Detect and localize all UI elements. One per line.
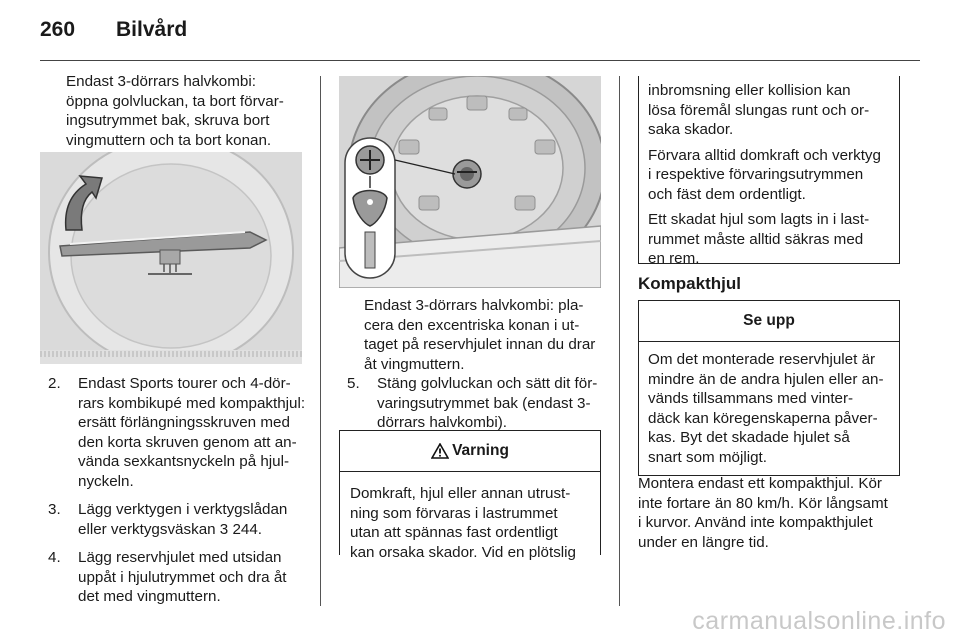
step-item (40, 374, 318, 491)
step-line: det med vingmuttern. (78, 588, 221, 605)
step-item (339, 374, 609, 433)
warning-line: saka skador. (648, 121, 734, 138)
warning-line: Ett skadat hjul som lagts in i last- (648, 211, 870, 228)
body-line: under en längre tid. (638, 533, 769, 551)
intro-line: Endast 3-dörrars halvkombi: (66, 73, 256, 90)
step-line: uppåt i hjulutrymmet och dra åt (78, 568, 287, 586)
figure-floor-storage (40, 152, 302, 364)
intro-text (66, 72, 316, 150)
warning-title: Varning (452, 442, 509, 460)
step-line: nyckeln. (78, 472, 134, 490)
step-line: varingsutrymmet bak (endast 3- (377, 394, 591, 412)
step-line: rars kombikupé med kompakthjul: (78, 394, 306, 412)
page-header (40, 14, 920, 54)
step-line: ersätt förlängningsskruven med (78, 414, 290, 431)
body-line: inte fortare än 80 km/h. Kör långsamt (638, 494, 888, 512)
caution-line: snart som möjligt. (648, 448, 768, 466)
warning-line: inbromsning eller kollision kan (648, 82, 851, 99)
intro-line: ingsutrymmet bak, skruva bort (66, 112, 270, 129)
warning-box (339, 430, 601, 561)
warning-paragraph (648, 81, 890, 140)
page-number: 260 (40, 18, 76, 41)
warning-paragraph (648, 146, 890, 205)
chapter-title: Bilvård (116, 18, 188, 41)
step-item (40, 548, 318, 607)
step-line: dörrars halvkombi). (377, 414, 507, 431)
caution-line: däck kan köregenskaperna påver- (648, 409, 878, 427)
warning-line: och fäst dem ordentligt. (648, 185, 806, 203)
step-line-page-ref[interactable]: eller verktygsväskan 3 244. (78, 520, 263, 538)
step-item (40, 500, 318, 539)
warning-line: en rem. (648, 250, 700, 267)
spare-wheel-illustration (339, 76, 601, 288)
caution-line: mindre än de andra hjulen eller an- (648, 370, 884, 388)
caution-title: Se upp (743, 312, 795, 330)
intro-line: öppna golvluckan, ta bort förvar- (66, 92, 284, 110)
figure-spare-wheel (339, 76, 601, 288)
warning-line: lösa föremål slungas runt och or- (648, 101, 870, 119)
step-number: 4. (48, 549, 61, 566)
caution-line: vänds tillsammans med vinter- (648, 390, 854, 407)
caption-line: Endast 3-dörrars halvkombi: pla- (364, 297, 584, 314)
warning-continued-box (638, 76, 900, 267)
caption-line: cera den excentriska konan i ut- (364, 316, 580, 334)
warning-line: i respektive förvaringsutrymmen (648, 166, 864, 183)
caption-line: taget på reservhjulet innan du drar (364, 336, 596, 353)
step-line: Stäng golvluckan och sätt dit för- (377, 375, 598, 392)
column-divider-2 (619, 76, 620, 606)
caution-header (639, 300, 899, 342)
figure-caption (364, 296, 609, 374)
column-divider-1 (320, 76, 321, 606)
warning-line: utan att spännas fast ordentligt (350, 524, 558, 541)
warning-line: kan orsaka skador. Vid en plötslig (350, 543, 576, 561)
caution-box (638, 300, 900, 476)
step-number: 5. (347, 375, 360, 392)
step-line: Lägg reservhjulet med utsidan (78, 549, 282, 566)
warning-triangle-icon (431, 443, 449, 459)
body-line: i kurvor. Använd inte kompakthjulet (638, 514, 873, 531)
intro-line: vingmuttern och ta bort konan. (66, 131, 272, 149)
step-line: Lägg verktygen i verktygslådan (78, 501, 288, 518)
caution-body (639, 342, 899, 475)
section-title: Kompakthjul (638, 274, 741, 293)
caution-line: Om det monterade reservhjulet är (648, 351, 876, 368)
body-line: Montera endast ett kompakthjul. Kör (638, 475, 882, 492)
compact-wheel-text (638, 474, 908, 552)
step-number: 2. (48, 375, 61, 392)
caution-line: kas. Byt det skadade hjulet så (648, 429, 850, 446)
warning-line: ning som förvaras i lastrummet (350, 504, 558, 522)
warning-body (340, 472, 600, 572)
floor-storage-illustration (40, 152, 302, 364)
step-line: vända sexkantsnyckeln på hjul- (78, 453, 290, 470)
caption-line: åt vingmuttern. (364, 355, 465, 373)
header-rule (40, 60, 920, 61)
watermark: carmanualsonline.info (692, 607, 946, 635)
warning-line: Domkraft, hjul eller annan utrust- (350, 485, 571, 502)
step-number: 3. (48, 501, 61, 518)
step-line: den korta skruven genom att an- (78, 433, 297, 451)
warning-paragraph (648, 210, 890, 269)
warning-line: rummet måste alltid säkras med (648, 230, 864, 248)
warning-line: Förvara alltid domkraft och verktyg (648, 146, 881, 164)
warning-header (340, 430, 600, 472)
step-line: Endast Sports tourer och 4-dör- (78, 375, 291, 392)
steps-list (40, 374, 318, 616)
